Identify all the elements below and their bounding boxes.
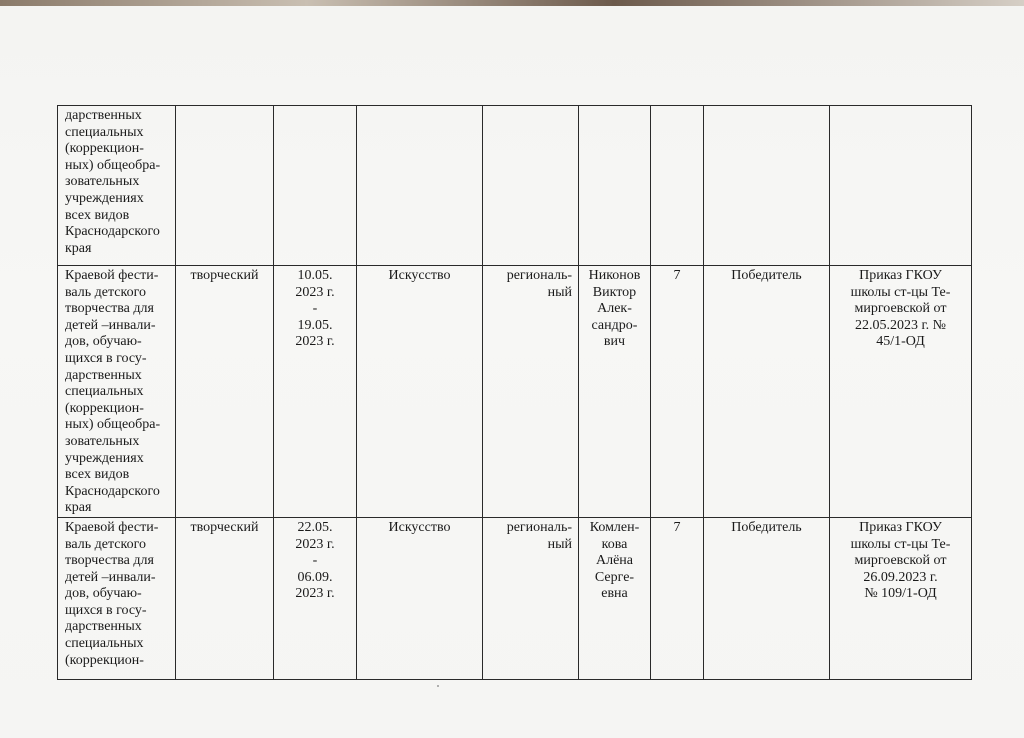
event-dates-cell: 22.05. 2023 г. - 06.09. 2023 г. — [274, 517, 357, 679]
document-cell — [830, 106, 972, 266]
event-name-cell: дарственных специальных (коррекцион- ных) общеобра- зовательных учреждениях всех видов Краснодарского края — [58, 106, 176, 266]
event-dates-cell: 10.05. 2023 г. - 19.05. 2023 г. — [274, 266, 357, 518]
level-cell — [483, 106, 579, 266]
level-cell: региональ- ный — [483, 266, 579, 518]
grade-cell: 7 — [651, 517, 704, 679]
table-row — [58, 266, 972, 518]
achievements-table — [57, 105, 972, 680]
participant-cell — [579, 106, 651, 266]
event-type-cell: творческий — [176, 517, 274, 679]
result-cell: Победитель — [704, 517, 830, 679]
event-name-cell: Краевой фести- валь детского творчества для детей –инвали- дов, обучаю- щихся в госу- дарственных специальных (коррекцион- — [58, 517, 176, 679]
direction-cell — [357, 106, 483, 266]
document-cell: Приказ ГКОУ школы ст-цы Те- миргоевской от 22.05.2023 г. № 45/1-ОД — [830, 266, 972, 518]
event-type-cell: творческий — [176, 266, 274, 518]
result-cell — [704, 106, 830, 266]
direction-cell: Искусство — [357, 517, 483, 679]
paper-speck — [437, 685, 439, 687]
table-row — [58, 106, 972, 266]
participant-cell: Никонов Виктор Алек- сандро- вич — [579, 266, 651, 518]
event-type-cell — [176, 106, 274, 266]
result-cell: Победитель — [704, 266, 830, 518]
event-name-cell: Краевой фести- валь детского творчества для детей –инвали- дов, обучаю- щихся в госу- дарственных специальных (коррекцион- ных) общеобра- зовательных учреждениях всех видов Краснодарского края — [58, 266, 176, 518]
event-dates-cell — [274, 106, 357, 266]
document-cell: Приказ ГКОУ школы ст-цы Те- миргоевской от 26.09.2023 г. № 109/1-ОД — [830, 517, 972, 679]
level-cell: региональ- ный — [483, 517, 579, 679]
participant-cell: Комлен- кова Алёна Серге- евна — [579, 517, 651, 679]
table-row — [58, 517, 972, 679]
grade-cell: 7 — [651, 266, 704, 518]
grade-cell — [651, 106, 704, 266]
document-sheet — [0, 6, 1024, 738]
direction-cell: Искусство — [357, 266, 483, 518]
